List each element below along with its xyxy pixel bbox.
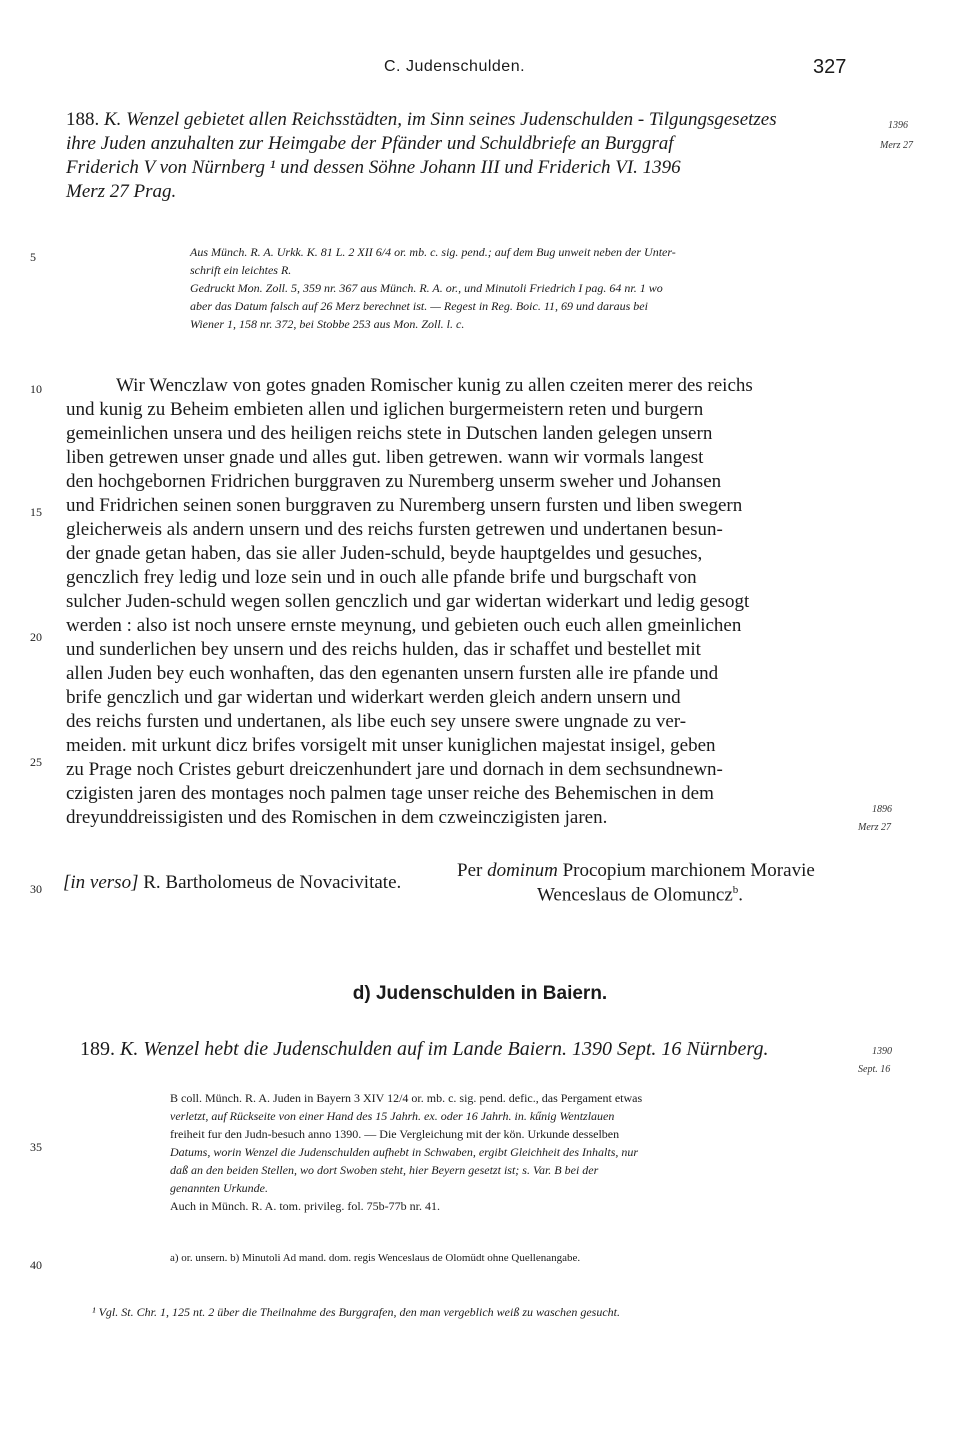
- text-line: allen Juden bey euch wonhaften, das den egenanten unsern fursten alle ire pfande und: [66, 663, 719, 684]
- signature-chancery-2: Wenceslaus de Olomuncz$^b$.: [537, 884, 744, 906]
- section-heading: d) Judenschulden in Baiern.: [352, 983, 608, 1004]
- line-number: 5: [30, 250, 36, 264]
- source-line: verletzt, auf Rückseite von einer Hand des 15 Jahrh. ex. oder 16 Jahrh. in. kűnig Wentzlauen: [170, 1109, 615, 1123]
- line-number: 10: [30, 382, 42, 396]
- text-line: dreyunddreissigisten und des Romischen in dem czweinczigisten jaren.: [66, 807, 608, 828]
- document-number: 188.: [66, 109, 100, 130]
- margin-date-day-189: Sept. 16: [858, 1064, 891, 1075]
- text-line: den hochgebornen Fridrichen burggraven zu Nuremberg unserm sweher und Johansen: [66, 471, 722, 492]
- text-line: meiden. mit urkunt dicz brifes vorsigelt mit unser kuniglichen majestat insigel, geben: [66, 735, 716, 756]
- text-line: genczlich frey ledig und loze sein und in ouch alle pfande brife und burgschaft von: [66, 567, 697, 588]
- text-line: Wir Wenczlaw von gotes gnaden Romischer kunig zu allen czeiten merer des reichs: [116, 375, 753, 396]
- source-line: Aus Münch. R. A. Urkk. K. 81 L. 2 XII 6/4 or. mb. c. sig. pend.; auf dem Bug unweit neben der Unter-: [190, 245, 676, 259]
- text-line: brife genczlich und gar widertan und widerkart werden gleich andern unsern und: [66, 687, 681, 708]
- text-line: und kunig zu Beheim embieten allen und iglichen burgermeistern reten und burgern: [66, 399, 704, 420]
- text-line: czigisten jaren des montages noch palmen tage unser reiche des Behemischen in dem: [66, 783, 714, 804]
- line-number: 35: [30, 1140, 42, 1154]
- source-line: Datums, worin Wenzel die Judenschulden aufhebt in Schwaben, ergibt Gleichheit des Inhalts, nur: [170, 1145, 639, 1159]
- document-number: 189.: [80, 1038, 115, 1060]
- line-number: 15: [30, 505, 42, 519]
- source-line: freiheit fur den Judn-besuch anno 1390. — Die Vergleichung mit der kön. Urkunde desselben: [170, 1127, 620, 1141]
- text-line: sulcher Juden-schuld wegen sollen genczlich und gar widertan widerkart und ledig gesogt: [66, 591, 750, 612]
- text-line: gleicherweis als andern unsern und des reichs fursten getrewen und undertanen besun-: [66, 519, 723, 540]
- text-line: und sunderlichen bey unsern und des reichs hulden, das ir schaffet und bestellet mit: [66, 639, 701, 660]
- source-line: Gedruckt Mon. Zoll. 5, 359 nr. 367 aus Münch. R. A. or., und Minutoli Friedrich I pag. 64 nr. 1 wo: [190, 281, 663, 295]
- text-line: und Fridrichen seinen sonen burggraven zu Nuremberg unsern fursten und liben swegern: [66, 495, 743, 516]
- margin-date-year-2: 1896: [872, 804, 892, 815]
- source-line: Wiener 1, 158 nr. 372, bei Stobbe 253 aus Mon. Zoll. l. c.: [190, 317, 465, 331]
- source-line: aber das Datum falsch auf 26 Merz berechnet ist. — Regest in Reg. Boic. 11, 69 und daraus bei: [190, 299, 648, 313]
- text-line: gemeinlichen unsera und des heiligen reichs stete in Dutschen landen gelegen unsern: [66, 423, 713, 444]
- source-line: B coll. Münch. R. A. Juden in Bayern 3 XIV 12/4 or. mb. c. sig. pend. defic., das Pergament etwas: [170, 1091, 643, 1105]
- line-number: 30: [30, 882, 42, 896]
- footnote: ¹ Vgl. St. Chr. 1, 125 nt. 2 über die Theilnahme des Burggrafen, den man vergeblich weiß zu waschen gesucht.: [92, 1305, 620, 1319]
- page-number: 327: [813, 56, 847, 78]
- critical-apparatus: a) or. unsern. b) Minutoli Ad mand. dom. regis Wenceslaus de Olomüdt ohne Quellenangabe.: [170, 1252, 581, 1264]
- signature-verso: [in verso] R. Bartholomeus de Novacivitate.: [63, 872, 402, 893]
- source-line: daß an den beiden Stellen, wo dort Swoben steht, hier Beyern gesetzt ist; s. Var. B bei der: [170, 1163, 599, 1177]
- source-line: genannten Urkunde.: [170, 1181, 268, 1195]
- source-line: schrift ein leichtes R.: [190, 263, 292, 277]
- line-number: 40: [30, 1258, 42, 1272]
- text-line: der gnade getan haben, das sie aller Juden-schuld, beyde hauptgeldes und gesuches,: [66, 543, 703, 564]
- text-line: des reichs fursten und undertanen, als libe euch sey unsere swere ungnade zu ver-: [66, 711, 687, 732]
- regest-line: 188. K. Wenzel gebietet allen Reichsstädten, im Sinn seines Judenschulden - Tilgungsgesetzes: [66, 109, 777, 130]
- running-header: C. Judenschulden.: [384, 58, 526, 75]
- source-line: Auch in Münch. R. A. tom. privileg. fol. 75b-77b nr. 41.: [170, 1199, 440, 1213]
- line-number: 20: [30, 630, 42, 644]
- margin-date-day-2: Merz 27: [858, 822, 892, 833]
- regest-line: Friderich V von Nürnberg ¹ und dessen Söhne Johann III und Friderich VI. 1396: [66, 157, 681, 178]
- text-line: werden : also ist noch unsere ernste meynung, und gebieten ouch euch allen gmeinlichen: [66, 615, 742, 636]
- text-line: zu Prage noch Cristes geburt dreiczenhundert jare und dornach in dem sechsundnewn-: [66, 759, 723, 780]
- margin-date-year-189: 1390: [872, 1046, 892, 1057]
- regest-189: 189. K. Wenzel hebt die Judenschulden auf im Lande Baiern. 1390 Sept. 16 Nürnberg.: [80, 1038, 769, 1060]
- signature-chancery-1: Per dominum Procopium marchionem Moravie: [457, 860, 815, 881]
- text-line: liben getrewen unser gnade und alles gut. liben getrewen. wann wir vormals langest: [66, 447, 704, 468]
- line-number: 25: [30, 755, 42, 769]
- regest-line: Merz 27 Prag.: [66, 181, 177, 202]
- regest-line: ihre Juden anzuhalten zur Heimgabe der Pfänder und Schuldbriefe an Burggraf: [66, 133, 674, 154]
- margin-date-year: 1396: [888, 120, 908, 131]
- margin-date-day: Merz 27: [880, 140, 914, 151]
